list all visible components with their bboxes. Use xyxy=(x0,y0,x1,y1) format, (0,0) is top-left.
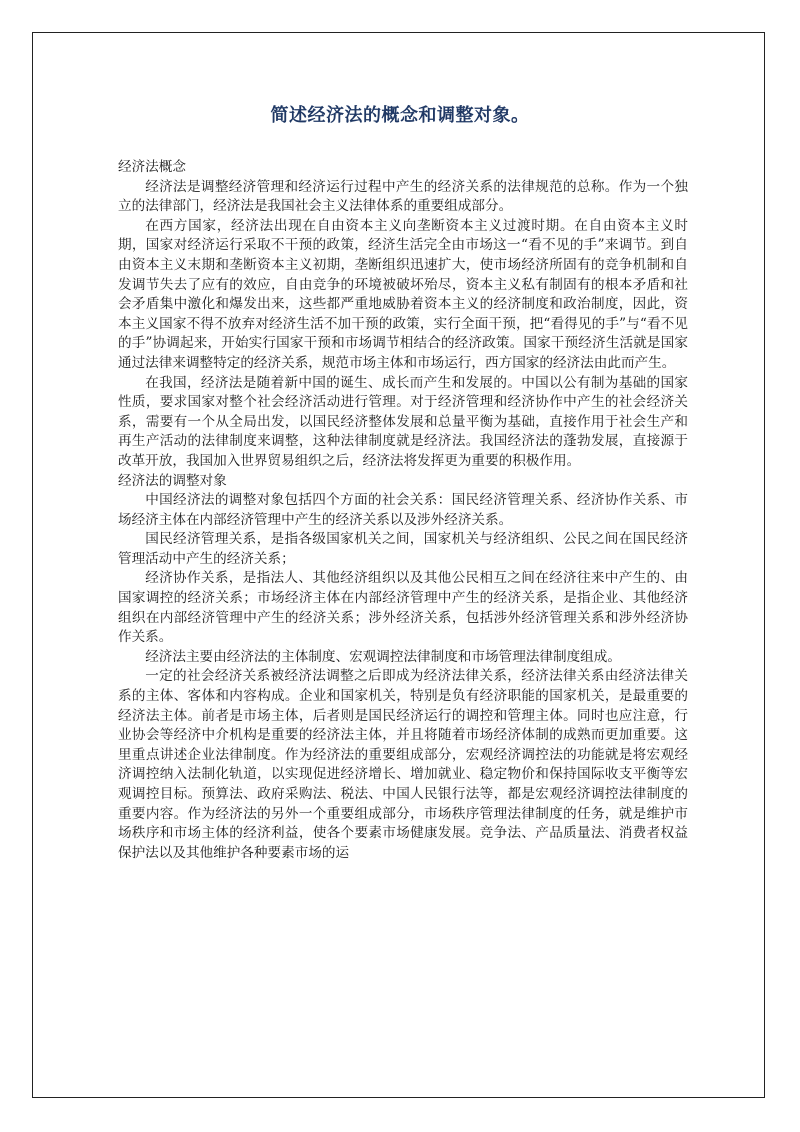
paragraph-definition: 经济法是调整经济管理和经济运行过程中产生的经济关系的法律规范的总称。作为一个独立的法律部门，经济法是我国社会主义法律体系的重要组成部分。 xyxy=(118,178,688,215)
paragraph-management-relations: 国民经济管理关系，是指各级国家机关之间，国家机关与经济组织、公民之间在国民经济管理活动中产生的经济关系； xyxy=(118,531,688,567)
section-heading-objects: 经济法的调整对象 xyxy=(118,472,227,489)
paragraph-china-origin: 在我国，经济法是随着新中国的诞生、成长而产生和发展的。中国以公有制为基础的国家性质，要求国家对整个社会经济活动进行管理。对于经济管理和经济协作中产生的社会经济关系，需要有一个从全局出发，以国民经济整体发展和总量平衡为基础，直接作用于社会生产和再生产活动的法律制度来调整，这种法律制度就是经济法。我国经济法的蓬勃发展，直接源于改革开放，我国加入世界贸易组织之后，经济法将发挥更为重要的积极作用。 xyxy=(118,374,688,469)
paragraph-legal-relations: 一定的社会经济关系被经济法调整之后即成为经济法律关系，经济法律关系由经济法律关系的主体、客体和内容构成。企业和国家机关，特别是负有经济职能的国家机关，是最重要的经济法主体。前者是市场主体，后者则是国民经济运行的调控和管理主体。同时也应注意，行业协会等经济中介机构是重要的经济法主体，并且将随着市场经济体制的成熟而更加重要。这里重点讲述企业法律制度。作为经济法的重要组成部分，宏观经济调控法的功能就是将宏观经济调控纳入法制化轨道，以实现促进经济增长、增加就业、稳定物价和保持国际收支平衡等宏观调控目标。预算法、政府采购法、税法、中国人民银行法等，都是宏观经济调控法律制度的重要内容。作为经济法的另外一个重要组成部分，市场秩序管理法律制度的任务，就是维护市场秩序和市场主体的经济利益，使各个要素市场健康发展。竞争法、产品质量法、消费者权益保护法以及其他维护各种要素市场的运 xyxy=(118,668,688,861)
section-heading-concept: 经济法概念 xyxy=(118,159,186,175)
paragraph-western-origin: 在西方国家，经济法出现在自由资本主义向垄断资本主义过渡时期。在自由资本主义时期，国家对经济运行采取不干预的政策，经济生活完全由市场这一“看不见的手”来调节。到自由资本主义末期和垄断资本主义初期，垄断组织迅速扩大，使市场经济所固有的竞争机制和自发调节失去了应有的效应，自由竞争的环境被破坏殆尽，资本主义私有制固有的根本矛盾和社会矛盾集中激化和爆发出来，这些都严重地威胁着资本主义的经济制度和政治制度，因此，资本主义国家不得不放弃对经济生活不加干预的政策，实行全面干预，把“看得见的手”与“看不见的手”协调起来，开始实行国家干预和市场调节相结合的经济政策。国家干预经济生活就是国家通过法律来调整特定的经济关系，规范市场主体和市场运行，西方国家的经济法由此而产生。 xyxy=(118,217,688,371)
document-body xyxy=(118,158,688,863)
document-title: 简述经济法的概念和调整对象。 xyxy=(270,105,530,126)
paragraph-cooperation-relations: 经济协作关系，是指法人、其他经济组织以及其他公民相互之间在经济往来中产生的、由国家调控的经济关系；市场经济主体在内部经济管理中产生的经济关系，是指企业、其他经济组织在内部经济管理中产生的经济关系；涉外经济关系，包括涉外经济管理关系和涉外经济协作关系。 xyxy=(118,570,688,646)
paragraph-composition: 经济法主要由经济法的主体制度、宏观调控法律制度和市场管理法律制度组成。 xyxy=(145,648,621,665)
paragraph-four-relations: 中国经济法的调整对象包括四个方面的社会关系：国民经济管理关系、经济协作关系、市场经济主体在内部经济管理中产生的经济关系以及涉外经济关系。 xyxy=(118,492,688,528)
